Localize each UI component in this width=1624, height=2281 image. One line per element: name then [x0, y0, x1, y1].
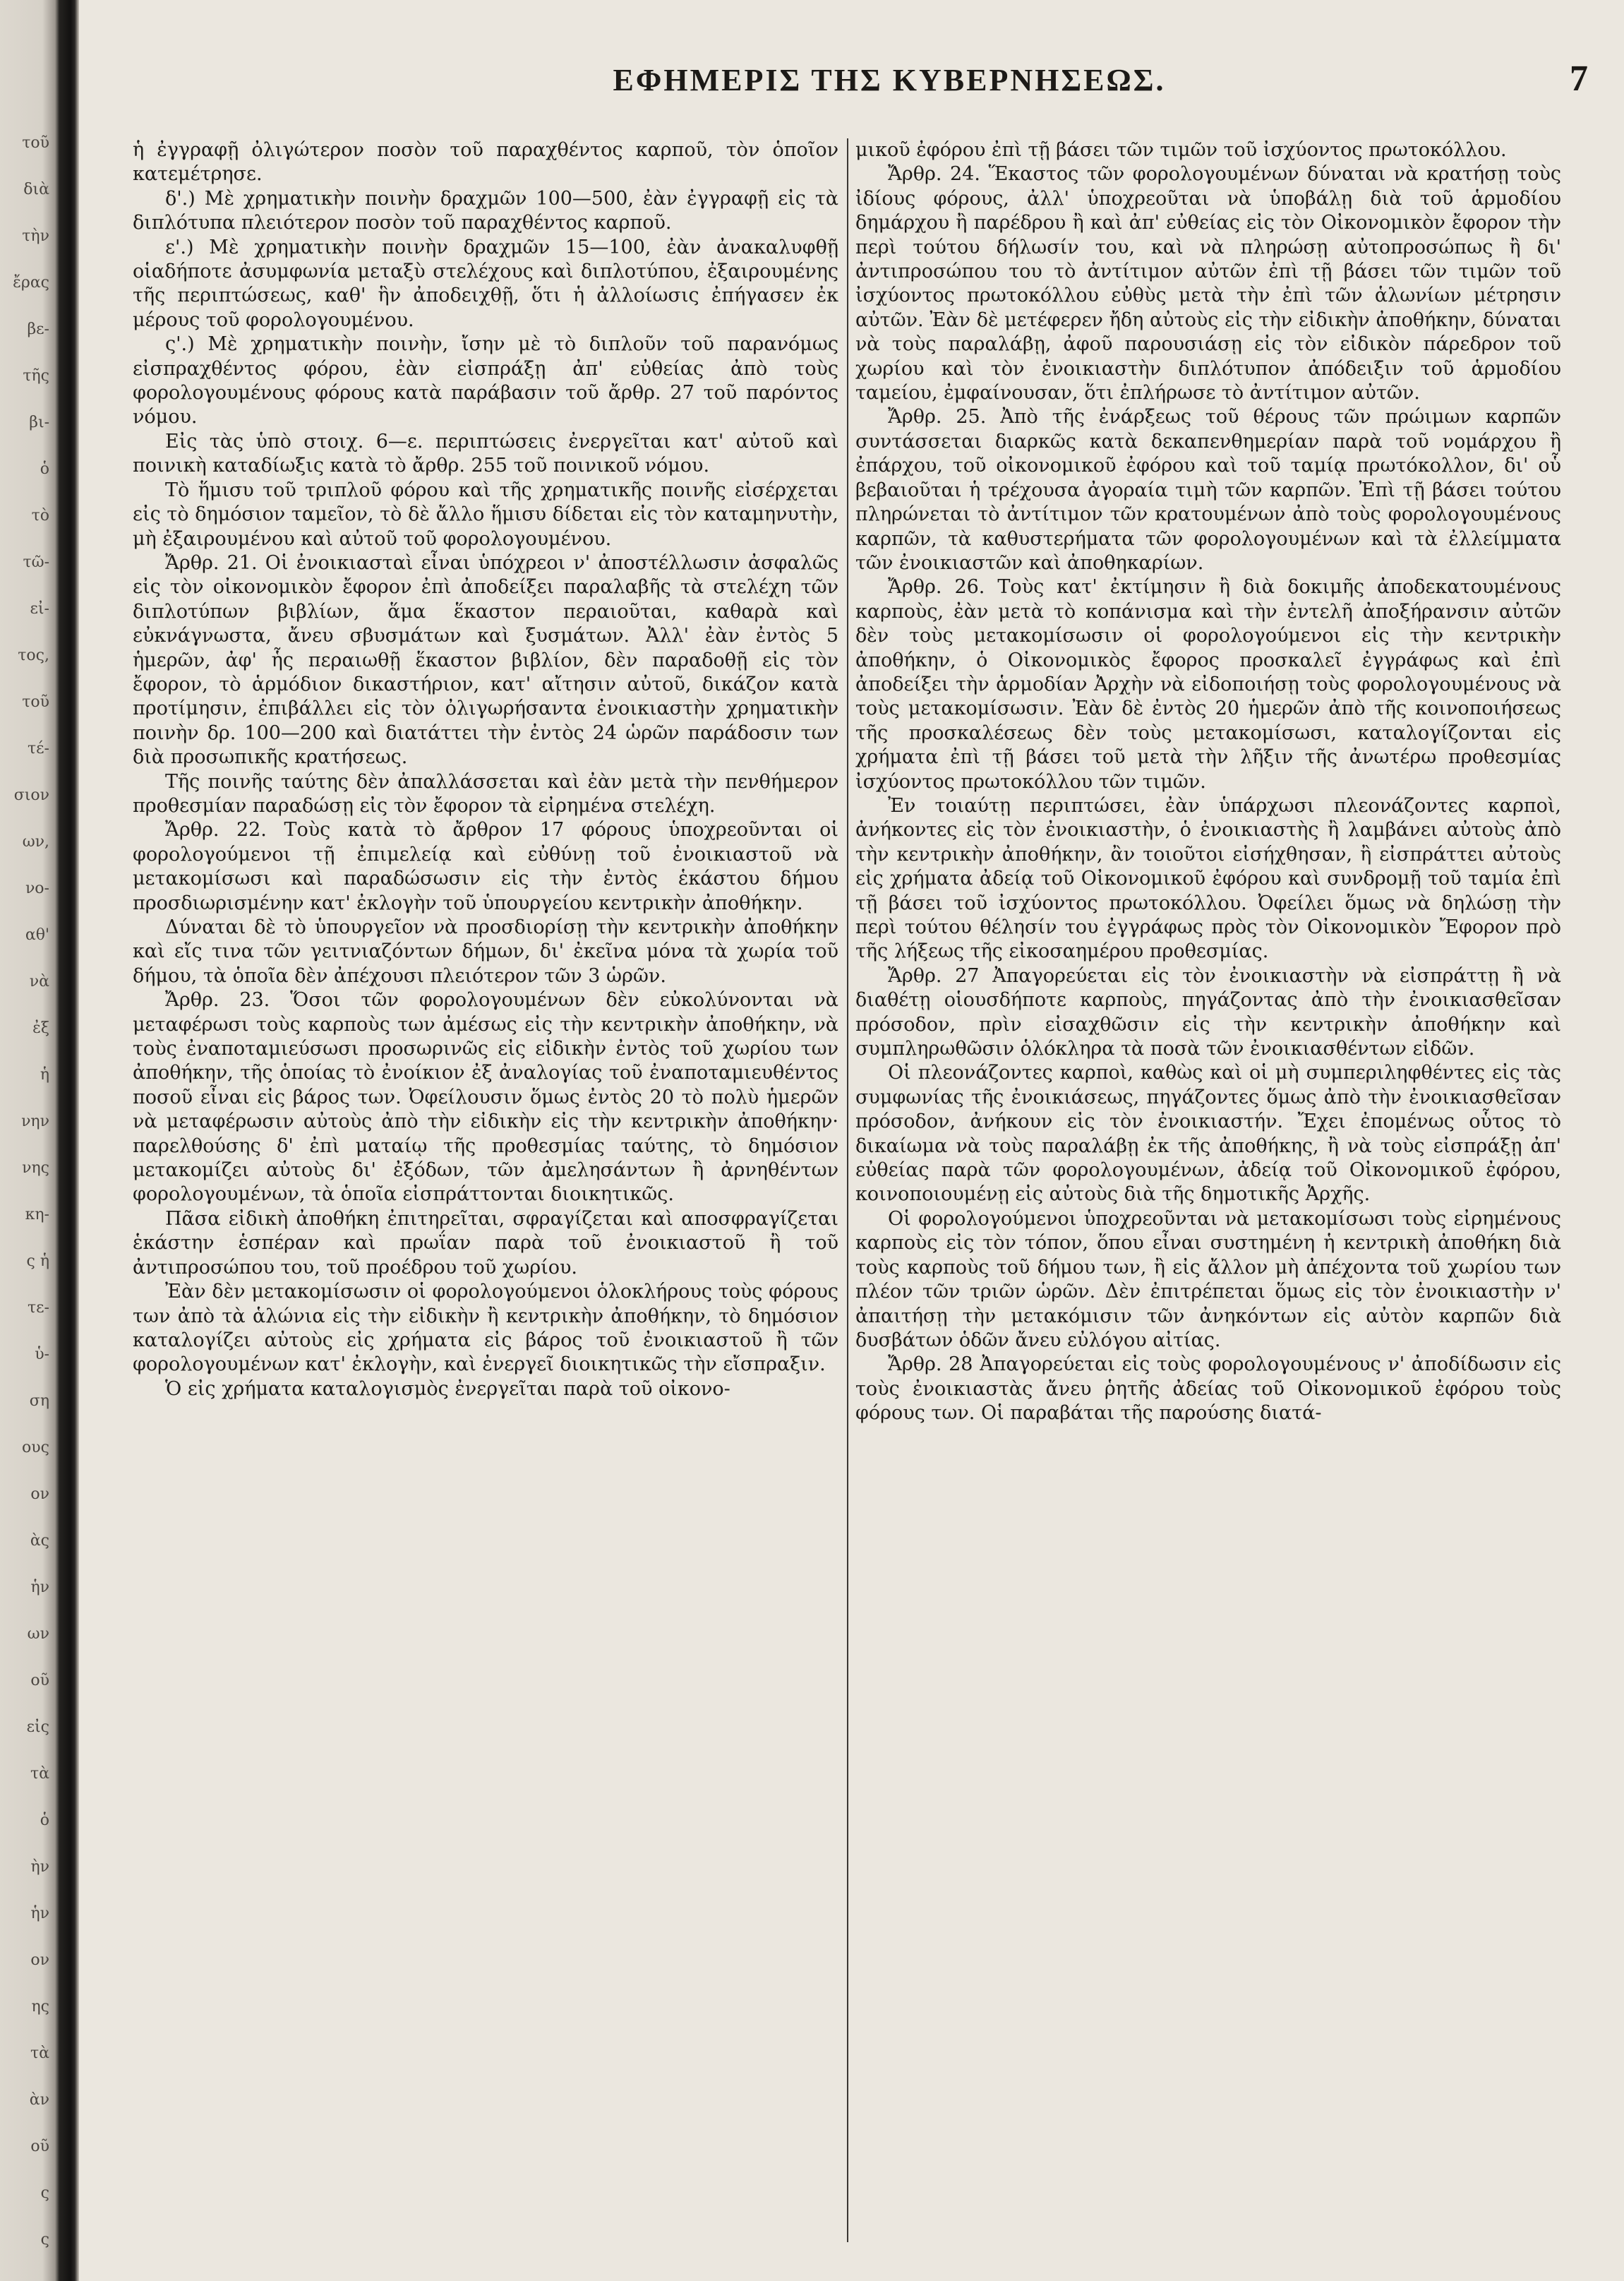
right-column — [855, 138, 1561, 2249]
margin-fragment: τε- — [27, 1299, 49, 1317]
margin-fragment: βε- — [27, 321, 49, 338]
paragraph: δ'.) Μὲ χρηματικὴν ποινὴν δραχμῶν 100—500, ἐὰν ἐγγραφῇ εἰς τὰ διπλότυπα πλειότερον ποσὸν τοῦ παραχθέντος καρποῦ. — [133, 187, 838, 234]
margin-fragment: αθ' — [25, 926, 49, 944]
margin-fragment: ἡν — [30, 1579, 49, 1596]
margin-fragment: ἡν — [30, 1905, 49, 1922]
article-23: Ἄρθρ. 23. Ὅσοι τῶν φορολογουμένων δὲν εὐκολύνονται νὰ μεταφέρωσι τοὺς καρποὺς των ἀμέσως εἰς τὴν κεντρικὴν ἀποθήκην, νὰ τοὺς ἐναποταμιεύσωσι προσωρινῶς εἰς εἰδικὴν ἐντὸς τοῦ χωρίου των ἀποθήκην, τῆς ὁποίας τὸ ἐνοίκιον ἐξ ἀναλογίας τοῦ ἐναποταμιευθέντος ποσοῦ εἶναι εἰς βάρος των. Ὀφείλουσιν ὅμως ἐντὸς 20 τὸ πολὺ ἡμερῶν νὰ μεταφέρωσιν αὐτοὺς ἀπὸ τὴν εἰδικὴν εἰς τὴν κεντρικὴν ἀποθήκην· παρελθούσης δ' ἐπὶ ματαίῳ τῆς προθεσμίας ταύτης, τὸ δημόσιον μετακομίζει αὐτοὺς δι' ἐξόδων, τῶν ἀμελησάντων ἢ ἀρνηθέντων φορολογουμένων, τὰ ὁποῖα εἰσπράττονται διοικητικῶς. — [133, 989, 838, 1206]
paragraph: Οἱ φορολογούμενοι ὑποχρεοῦνται νὰ μετακομίσωσι τοὺς εἰρημένους καρποὺς εἰς τὸν τόπον, ὅπου εἶναι συστημένη ἡ κεντρικὴ ἀποθήκη διὰ τοὺς καρποὺς τοῦ δήμου των, ἢ εἰς ἄλλον μὴ ἀπέχοντα τοῦ χωρίου των πλέον τῶν τριῶν ὡρῶν. Δὲν ἐπιτρέπεται ὅμως εἰς τὸν ἐνοικιαστὴν ν' ἀπαιτήσῃ τὴν μετακόμισιν τῶν ἀνηκόντων εἰς αὐτὸν καρπῶν διὰ δυσβάτων ὁδῶν ἄνευ εὐλόγου αἰτίας. — [855, 1207, 1561, 1351]
margin-fragment: ων, — [22, 833, 49, 851]
paragraph: ἡ ἐγγραφῇ ὀλιγώτερον ποσὸν τοῦ παραχθέντος καρποῦ, τὸν ὁποῖον κατεμέτρησε. — [133, 139, 838, 186]
article-26: Ἄρθρ. 26. Τοὺς κατ' ἐκτίμησιν ἢ διὰ δοκιμῆς ἀποδεκατουμένους καρποὺς, ἐὰν μετὰ τὸ κοπάνισμα καὶ τὴν ἐντελῆ ἀποξήρανσιν αὐτῶν δὲν τοὺς μετακομίσωσιν οἱ φορολογούμενοι εἰς τὴν κεντρικὴν ἀποθήκην, ὁ Οἰκονομικὸς ἔφορος προσκαλεῖ ἐγγράφως καὶ ἐπὶ ἀποδείξει τὴν ἁρμοδίαν Ἀρχὴν νὰ εἰδοποιήσῃ τοὺς φορολογουμένους νὰ τοὺς μετακομίσωσιν. Ἐὰν δὲ ἐντὸς 20 ἡμερῶν ἀπὸ τῆς κοινοποιήσεως τῆς προσκαλέσεως δὲν τοὺς μετακομίσωσι, καταλογίζονται εἰς χρήματα ἐπὶ τῇ βάσει τοῦ μετὰ τὴν λῆξιν τῆς ἀνωτέρω προθεσμίας ἰσχύοντος πρωτοκόλλου τῶν τιμῶν. — [855, 576, 1561, 793]
margin-fragment: ον — [30, 1951, 49, 1969]
margin-fragment: ς — [40, 2231, 49, 2249]
left-column — [133, 138, 838, 2249]
paragraph: Ὁ εἰς χρήματα καταλογισμὸς ἐνεργεῖται παρὰ τοῦ οἰκονο- — [165, 1377, 730, 1400]
article-27: Ἄρθρ. 27 Ἀπαγορεύεται εἰς τὸν ἐνοικιαστὴν νὰ εἰσπράττῃ ἢ νὰ διαθέτῃ οἱουσδήποτε καρποὺς, πηγάζοντας ἀπὸ τὴν ἐνοικιασθεῖσαν πρόσοδον, πρὶν εἰσαχθῶσιν εἰς τὴν κεντρικὴν ἀποθήκην καὶ συμπληρωθῶσιν ὁλόκληρα τὰ ποσὰ τῶν ἐνοικιασθέντων εἰδῶν. — [855, 964, 1561, 1060]
paragraph: ε'.) Μὲ χρηματικὴν ποινὴν δραχμῶν 15—100, ἐὰν ἀνακαλυφθῇ οἱαδήποτε ἀσυμφωνία μεταξὺ στελέχους καὶ διπλοτύπου, ἐξαιρουμένης τῆς περιπτώσεως, καθ' ἣν ἀποδειχθῇ, ὅτι ἡ ἀλλοίωσις ἐπήγασεν ἐκ μέρους τοῦ φορολογουμένου. — [133, 236, 838, 331]
margin-fragment: τῶ- — [23, 553, 49, 571]
margin-fragment: ὁ — [40, 1812, 49, 1829]
adjacent-page-bleed — [0, 120, 49, 2249]
paragraph: Εἰς τὰς ὑπὸ στοιχ. 6—ε. περιπτώσεις ἐνεργεῖται κατ' αὐτοῦ καὶ ποινικὴ καταδίωξις κατὰ τὸ ἄρθρ. 255 τοῦ ποινικοῦ νόμου. — [133, 430, 838, 477]
margin-fragment: οῦ — [30, 2138, 49, 2155]
paragraph: Τὸ ἥμισυ τοῦ τριπλοῦ φόρου καὶ τῆς χρηματικῆς ποινῆς εἰσέρχεται εἰς τὸ δημόσιον ταμεῖον, τὸ δὲ ἄλλο ἥμισυ δίδεται εἰς τὸν καταμηνυτὴν, μὴ ἐξαιρουμένου καὶ αὐτοῦ τοῦ φορολογουμένου. — [133, 479, 838, 550]
margin-fragment: ον — [30, 1485, 49, 1503]
article-21: Ἄρθρ. 21. Οἱ ἐνοικιασταὶ εἶναι ὑπόχρεοι ν' ἀποστέλλωσιν ἀσφαλῶς εἰς τὸν οἰκονομικὸν ἔφορον ἐπὶ ἀποδείξει παραλαβῆς τὰ στελέχη τῶν διπλοτύπων βιβλίων, ἅμα ἕκαστον περαιοῦται, καθαρὰ καὶ εὐκνάγνωστα, ἄνευ σβυσμάτων καὶ ξυσμάτων. Ἀλλ' ἐὰν ἐντὸς 5 ἡμερῶν, ἀφ' ἧς περαιωθῇ ἕκαστον βιβλίον, δὲν παραδοθῇ εἰς τὸν ἔφορον, τὸ ἁρμόδιον δικαστήριον, κατ' αἴτησιν αὐτοῦ, δικάζον κατὰ προτίμησιν, ἐπιβάλλει εἰς τὸν ὀλιγωρήσαντα ἐνοικιαστὴν χρηματικὴν ποινὴν δρ. 100—200 καὶ διατάττει τὴν ἐντὸς 24 ὡρῶν παράδοσιν των διὰ προσωπικῆς κρατήσεως. — [133, 551, 838, 769]
margin-fragment: ὴν — [30, 1858, 49, 1876]
article-28: Ἄρθρ. 28 Ἀπαγορεύεται εἰς τοὺς φορολογουμένους ν' ἀποδίδωσιν εἰς τοὺς ἐνοικιαστὰς ἄνευ ῥητῆς ἀδείας τοῦ Οἰκονομικοῦ ἐφόρου τοὺς φόρους των. Οἱ παραβάται τῆς παρούσης διατά- — [855, 1353, 1561, 1425]
margin-fragment: ἔρας — [13, 274, 49, 292]
margin-fragment: ους — [22, 1439, 49, 1456]
margin-fragment: βι- — [29, 414, 49, 431]
paragraph: Ἐὰν δὲν μετακομίσωσιν οἱ φορολογούμενοι ὁλοκλήρους τοὺς φόρους των ἀπὸ τὰ ἁλώνια εἰς τὴν εἰδικὴν ἢ κεντρικὴν ἀποθήκην, τὸ δημόσιον καταλογίζει αὐτοὺς εἰς χρήματα εἰς βάρος τοῦ ἐνοικιαστοῦ ἢ τῶν φορολογουμένων κατ' ἐκλογὴν, καὶ ἐνεργεῖ διοικητικῶς τὴν εἴσπραξιν. — [133, 1281, 838, 1376]
paragraph: Πᾶσα εἰδικὴ ἀποθήκη ἐπιτηρεῖται, σφραγίζεται καὶ αποσφραγίζεται ἑκάστην ἑσπέραν καὶ πρωΐαν παρὰ τοῦ ἐνοικιαστοῦ ἢ τοῦ ἀντιπροσώπου του, τοῦ προέδρου τοῦ χωρίου. — [133, 1207, 838, 1279]
margin-fragment: ὁ — [40, 460, 49, 478]
margin-fragment: ς ἡ — [26, 1252, 49, 1270]
margin-fragment: νην — [21, 1113, 49, 1130]
article-25: Ἄρθρ. 25. Ἀπὸ τῆς ἐνάρξεως τοῦ θέρους τῶν πρώιμων καρπῶν συντάσσεται διαρκῶς κατὰ δεκαπενθημερίαν παρὰ τοῦ νομάρχου ἢ ἐπάρχου, τοῦ οἰκονομικοῦ ἐφόρου καὶ τοῦ ταμίᾳ πρωτόκολλον, δι' οὗ βεβαιοῦται ἡ τρέχουσα ἀγοραία τιμὴ τῶν καρπῶν. Ἐπὶ τῇ βάσει τούτου πληρώνεται τὸ ἀντίτιμον τῶν κρατουμένων ἀπὸ τοὺς φορολογουμένους καρπῶν, τὰ καθυστερήματα τῶν φορολογουμένων καὶ τὰ ἐλλείμματα τῶν ἐνοικιαστῶν καὶ ἀποθηκαρίων. — [855, 406, 1561, 574]
page-number: 7 — [1570, 59, 1588, 99]
margin-fragment: ων — [27, 1625, 49, 1643]
margin-fragment: ὰς — [30, 1532, 49, 1550]
page-header — [99, 59, 1602, 104]
paragraph: Δύναται δὲ τὸ ὑπουργεῖον νὰ προσδιορίσῃ τὴν κεντρικὴν ἀποθήκην καὶ εἴς τινα τῶν γειτνιαζόντων δήμων, δι' ἐκεῖνα μόνα τὰ χωρία τοῦ δήμου, τὰ ὁποῖα δὲν ἀπέχουσι πλειότερον τῶν 3 ὡρῶν. — [133, 916, 838, 987]
margin-fragment: ση — [29, 1392, 49, 1410]
margin-fragment: ς — [40, 2184, 49, 2202]
paragraph: Τῆς ποινῆς ταύτης δὲν ἀπαλλάσσεται καὶ ἐὰν μετὰ τὴν πενθήμερον προθεσμίαν παραδώσῃ εἰς τὸν ἔφορον τὰ εἰρημένα στελέχη. — [133, 770, 838, 817]
margin-fragment: εἰ- — [30, 600, 49, 618]
margin-fragment: οῦ — [30, 1672, 49, 1689]
article-22: Ἄρθρ. 22. Τοὺς κατὰ τὸ ἄρθρον 17 φόρους ὑποχρεοῦνται οἱ φορολογούμενοι τῇ ἐπιμελείᾳ καὶ εὐθύνῃ τοῦ ἐνοικιαστοῦ νὰ μετακομίσωσι καὶ παραδώσωσιν εἰς τὴν ἐντὸς ἑκάστου δήμου προσδιωρισμένην κατ' ἐκλογὴν τοῦ ὑπουργείου κεντρικὴν ἀποθήκην. — [133, 819, 838, 914]
margin-fragment: τοῦ — [22, 693, 49, 711]
column-divider — [847, 138, 848, 2242]
margin-fragment: νο- — [25, 880, 49, 897]
paragraph: μικοῦ ἐφόρου ἐπὶ τῇ βάσει τῶν τιμῶν τοῦ ἰσχύοντος πρωτοκόλλου. — [855, 139, 1507, 161]
margin-fragment: ἡ — [40, 1066, 49, 1084]
margin-fragment: τὴν — [22, 227, 49, 245]
margin-fragment: τοῦ — [22, 134, 49, 152]
margin-fragment: τὰ — [30, 2044, 49, 2062]
margin-fragment: ης — [31, 1998, 49, 2016]
margin-fragment: τῆς — [23, 367, 49, 385]
margin-fragment: ἐξ — [32, 1019, 49, 1037]
margin-fragment: εἰς — [26, 1718, 49, 1736]
margin-fragment: τὸ — [31, 507, 49, 525]
margin-fragment: κη- — [25, 1206, 49, 1223]
margin-fragment: τος, — [18, 647, 49, 664]
running-title: ΕΦΗΜΕΡΙΣ ΤΗΣ ΚΥΒΕΡΝΗΣΕΩΣ. — [613, 63, 1166, 97]
margin-fragment: διὰ — [23, 181, 49, 198]
paragraph: ς'.) Μὲ χρηματικὴν ποινὴν, ἴσην μὲ τὸ διπλοῦν τοῦ παρανόμως εἰσπραχθέντος φόρου, ἐὰν εἰσπράξῃ ἀπ' εὐθείας ἀπὸ τοὺς φορολογουμένους φόρους κατὰ παράβασιν τοῦ ἄρθρ. 27 τοῦ παρόντος νόμου. — [133, 333, 838, 429]
document-page — [99, 0, 1602, 2281]
margin-fragment: νης — [22, 1159, 49, 1177]
margin-fragment: σιον — [13, 786, 49, 804]
paragraph: Οἱ πλεονάζοντες καρποὶ, καθὼς καὶ οἱ μὴ συμπεριληφθέντες εἰς τὰς συμφωνίας τῆς ἐνοικιάσεως, πηγάζοντες ὅμως ἀπὸ τὴν ἐνοικιασθεῖσαν πρόσοδον, ἀνήκουν εἰς τὸν ἐνοικιαστήν. Ἔχει ἐπομένως οὗτος τὸ δικαίωμα νὰ τοὺς παραλάβῃ ἐκ τῆς ἀποθήκης, ἢ νὰ τοὺς εἰσπράξῃ ἀπ' εὐθείας παρὰ τῶν φορολογουμένων, ἀδείᾳ τοῦ Οἰκονομικοῦ ἐφόρου, κοινοποιουμένῃ εἰς αὐτοὺς διὰ τῆς δημοτικῆς Ἀρχῆς. — [855, 1062, 1561, 1206]
margin-fragment: τὰ — [30, 1765, 49, 1783]
margin-fragment: ὑ- — [35, 1346, 49, 1363]
article-24: Ἄρθρ. 24. Ἕκαστος τῶν φορολογουμένων δύναται νὰ κρατήσῃ τοὺς ἰδίους φόρους, ἀλλ' ὑποχρεοῦται νὰ ὑποβάλῃ διὰ τοῦ ἁρμοδίου δημάρχου ἢ παρέδρου ἢ καὶ ἀπ' εὐθείας εἰς τὸν Οἰκονομικὸν ἔφορον τὴν περὶ τούτου δήλωσίν του, καὶ νὰ πληρώσῃ αὐτοπροσώπως ἢ δι' ἀντιπροσώπου του τὸ ἀντίτιμον αὐτῶν ἐπὶ τῇ βάσει τῶν τιμῶν τοῦ ἰσχύοντος πρωτοκόλλου εὐθὺς μετὰ τὴν ἐπὶ τῶν ἁλωνίων μέτρησιν αὐτῶν. Ἐὰν δὲ μετέφερεν ἤδη αὐτοὺς εἰς τὴν εἰδικὴν ἀποθήκην, δύναται νὰ τοὺς παραλάβῃ, ἀφοῦ παρουσιάσῃ εἰς τὸν εἰδικὸν πάρεδρον τοῦ χωρίου καὶ τὸν ἐνοικιαστὴν διπλότυπον ἀπόδειξιν τοῦ ἁρμοδίου ταμείου, ἐμφαίνουσαν, ὅτι ἐπλήρωσε τὸ ἀντίτιμον αὐτῶν. — [855, 163, 1561, 405]
margin-fragment: νὰ — [29, 973, 49, 990]
margin-fragment: τέ- — [27, 740, 49, 758]
paragraph: Ἐν τοιαύτῃ περιπτώσει, ἐὰν ὑπάρχωσι πλεονάζοντες καρποὶ, ἀνήκοντες εἰς τὸν ἐνοικιαστὴν, ὁ ἐνοικιαστὴς ἢ λαμβάνει αὐτοὺς ἀπὸ τὴν κεντρικὴν ἀποθήκην, ἂν τοιοῦτοι εἰσήχθησαν, ἢ εἰσπράττει αὐτοὺς εἰς χρήματα ἀδείᾳ τοῦ Οἰκονομικοῦ ἐφόρου καὶ συνδρομῇ τοῦ ταμία ἐπὶ τῇ βάσει τοῦ ἰσχύοντος πρωτοκόλλου. Ὀφείλει ὅμως νὰ δηλώσῃ τὴν περὶ τούτου θέλησίν του ἐγγράφως πρὸς τὸν Οἰκονομικὸν Ἔφορον πρὸ τῆς λήξεως τῆς εἰκοσαημέρου προθεσμίας. — [855, 794, 1561, 963]
margin-fragment: ὰν — [29, 2091, 49, 2109]
